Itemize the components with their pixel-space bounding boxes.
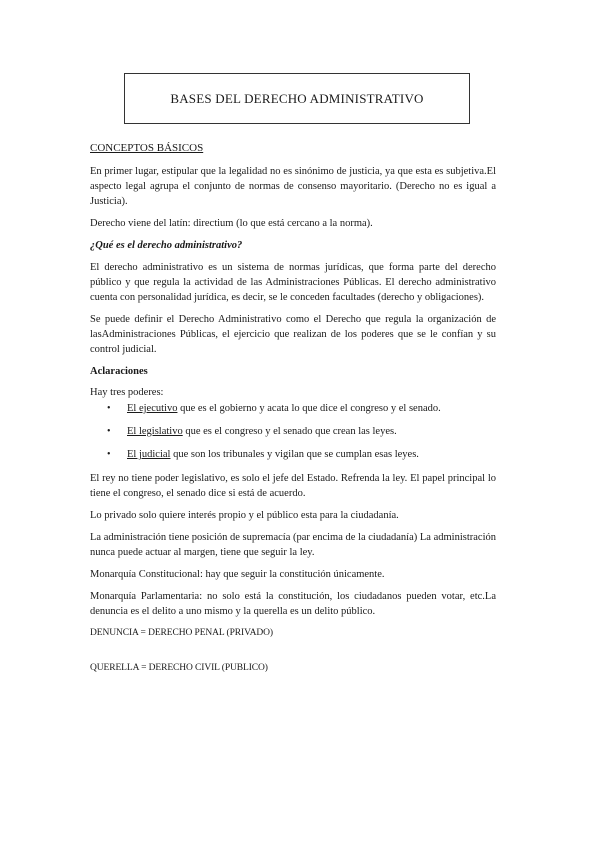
power-term: El judicial — [127, 449, 171, 460]
paragraph-definition: El derecho administrativo es un sistema de normas jurídicas, que forma parte del derecho público y que regula la actividad de las Administraciones Públicas. El derecho administrativo cuenta con personalidad jurídica, es decir, se le conceden facultades (derecho y obligaciones). — [90, 262, 496, 303]
power-description: que es el congreso y el senado que crean las leyes. — [182, 426, 397, 437]
paragraph-parliamentary-monarchy: Monarquía Parlamentaria: no solo está la constitución, los ciudadanos pueden votar, etc.La denuncia es el delito a uno mismo y la querella es un delito público. — [90, 591, 496, 617]
question-heading: ¿Qué es el derecho administrativo? — [90, 240, 243, 251]
bullet-icon: • — [107, 449, 111, 460]
list-item-executive — [90, 402, 496, 416]
paragraph-legality: En primer lugar, estipular que la legalidad no es sinónimo de justicia, ya que esta es subjetiva.El aspecto legal agrupa el conjunto de normas de consenso mayoritario. (Derecho no es igual a Justicia). — [90, 166, 496, 207]
list-item-judicial — [90, 448, 496, 462]
power-description: que son los tribunales y vigilan que se cumplan esas leyes. — [170, 449, 419, 460]
paragraph-etymology: Derecho viene del latín: directium (lo que está cercano a la norma). — [90, 218, 373, 229]
powers-intro: Hay tres poderes: — [90, 387, 164, 398]
paragraph-constitutional-monarchy: Monarquía Constitucional: hay que seguir la constitución únicamente. — [90, 569, 385, 580]
power-description: que es el gobierno y acata lo que dice el congreso y el senado. — [177, 403, 441, 414]
paragraph-regulation: Se puede definir el Derecho Administrativo como el Derecho que regula la organización de lasAdministraciones Públicas, el ejercicio que realizan de los poderes que se le confían y su control judicial. — [90, 314, 496, 355]
clarifications-heading: Aclaraciones — [90, 366, 148, 377]
formula-denuncia: DENUNCIA = DERECHO PENAL (PRIVADO) — [90, 628, 273, 638]
paragraph-private-public: Lo privado solo quiere interés propio y el público esta para la ciudadanía. — [90, 510, 399, 521]
title-box — [124, 73, 470, 124]
list-item-legislative — [90, 425, 496, 439]
power-term: El ejecutivo — [127, 403, 178, 414]
power-term: El legislativo — [127, 426, 183, 437]
document-title: BASES DEL DERECHO ADMINISTRATIVO — [170, 90, 424, 106]
bullet-icon: • — [107, 403, 111, 414]
paragraph-supremacy: La administración tiene posición de supremacía (par encima de la ciudadanía) La administración nunca puede actuar al margen, tiene que seguir la ley. — [90, 532, 496, 558]
section-heading: CONCEPTOS BÁSICOS — [90, 142, 204, 154]
document-body — [90, 141, 496, 696]
bullet-icon: • — [107, 426, 111, 437]
paragraph-king: El rey no tiene poder legislativo, es solo el jefe del Estado. Refrenda la ley. El papel principal lo tiene el congreso, el senado dice si está de acuerdo. — [90, 473, 496, 499]
powers-list — [90, 402, 496, 462]
formula-querella: QUERELLA = DERECHO CIVIL (PUBLICO) — [90, 663, 268, 673]
